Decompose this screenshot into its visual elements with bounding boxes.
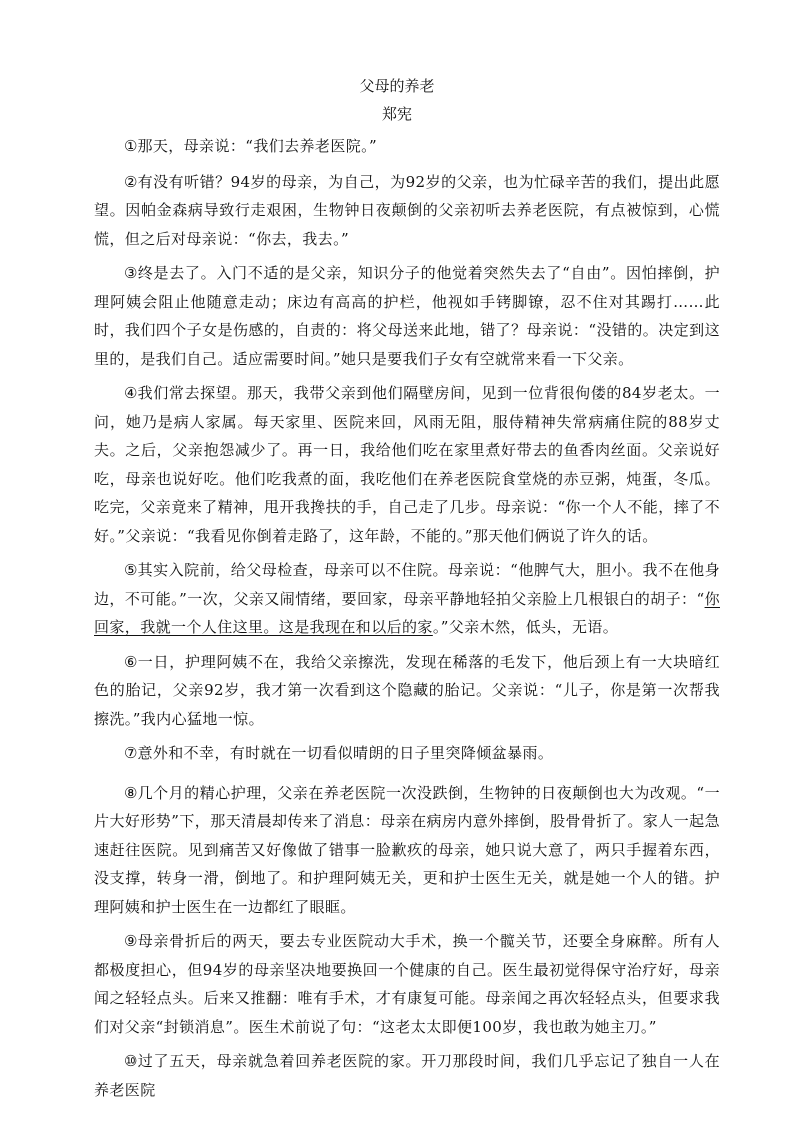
paragraph-text: 母亲骨折后的两天，要去专业医院动大手术，换一个髋关节，还要全身麻醉。所有人都极度担心，但94岁的母亲坚决地要换回一个健康的自己。医生最初觉得保守治疗好，母亲闻之轻轻点头。后来又推翻：唯有手术，才有康复可能。母亲闻之再次轻轻点头，但要求我们对父亲“封锁消息”。医生术前说了句：“这老太太即便100岁，我也敢为她主刀。” xyxy=(94,932,720,1036)
paragraph-number: ⑨ xyxy=(124,932,138,950)
paragraph-number: ③ xyxy=(124,264,138,282)
paragraph-text: 过了五天，母亲就急着回养老医院的家。开刀那段时间，我们几乎忘记了独自一人在养老医院 xyxy=(94,1052,720,1099)
paragraph-number: ① xyxy=(124,137,138,155)
paragraph-text: 那天，母亲说：“我们去养老医院。” xyxy=(137,137,378,155)
paragraph-number: ⑦ xyxy=(124,744,138,762)
paragraph-8 xyxy=(94,779,720,922)
paragraph-text: 几个月的精心护理，父亲在养老医院一次没跌倒，生物钟的日夜颠倒也大为改观。“一片大好形势”下，那天清晨却传来了消息：母亲在病房内意外摔倒，股骨骨折了。家人一起急速赶往医院。见到痛苦又好像做了错事一脸歉疚的母亲，她只说大意了，两只手握着东西，没支撑，转身一滑，倒地了。和护理阿姨无关，更和护士医生无关，就是她一个人的错。护理阿姨和护士医生在一边都红了眼眶。 xyxy=(94,783,720,916)
paragraph-text: 意外和不幸，有时就在一切看似晴朗的日子里突降倾盆暴雨。 xyxy=(137,744,554,762)
paragraph-text-tail: 。”父亲木然，低头，无语。 xyxy=(432,618,619,636)
paragraph-text: 其实入院前，给父母检查，母亲可以不住院。母亲说：“他脾气大，胆小。我不在他身边，不可能。”一次，父亲又闹情绪，要回家，母亲平静地轻拍父亲脸上几根银白的胡子：“ xyxy=(94,561,720,608)
paragraph-number: ⑧ xyxy=(124,783,138,802)
paragraph-6 xyxy=(94,648,720,734)
paragraph-9 xyxy=(94,927,720,1041)
paragraph-number: ⑥ xyxy=(124,652,138,671)
article-body xyxy=(94,132,720,1110)
paragraph-number: ⑤ xyxy=(124,561,138,579)
paragraph-text: 一日，护理阿姨不在，我给父亲擦洗，发现在稀落的毛发下，他后颈上有一大块暗红色的胎记，父亲92岁，我才第一次看到这个隐藏的胎记。父亲说：“儿子，你是第一次帮我擦洗。”我内心猛地一惊。 xyxy=(94,652,720,728)
paragraph-number: ⑩ xyxy=(124,1052,138,1070)
paragraph-7 xyxy=(94,739,720,768)
article-title: 父母的养老 xyxy=(359,77,435,95)
article-author: 郑宪 xyxy=(381,105,412,123)
paragraph-3 xyxy=(94,259,720,373)
paragraph-number: ② xyxy=(124,172,138,191)
paragraph-text: 我们常去探望。那天，我带父亲到他们隔壁房间，见到一位背很佝偻的84岁老太。一问，她乃是病人家属。每天家里、医院来回，风雨无阻，服侍精神失常病痛住院的88岁丈夫。之后，父亲抱怨减少了。再一日，我给他们吃在家里煮好带去的鱼香肉丝面。父亲说好吃，母亲也说好吃。他们吃我煮的面，我吃他们在养老医院食堂烧的赤豆粥，炖蛋，冬瓜。吃完，父亲竟来了精神，甩开我搀扶的手，自己走了几步。母亲说：“你一个人不能，摔了不好。”父亲说：“我看见你倒着走路了，这年龄，不能的。”那天他们俩说了许久的话。 xyxy=(94,384,720,545)
underlined-sentence: 你回家，我就一个人住这里。这是我现在和以后的家 xyxy=(94,589,720,636)
paragraph-10 xyxy=(94,1047,720,1104)
paragraph-5 xyxy=(94,556,720,642)
paragraph-number: ④ xyxy=(124,384,138,402)
paragraph-2 xyxy=(94,168,720,254)
paragraph-1 xyxy=(94,132,720,161)
paragraph-text: 终是去了。入门不适的是父亲，知识分子的他觉着突然失去了“自由”。因怕摔倒，护理阿姨会阻止他随意走动；床边有高高的护栏，他视如手铐脚镣，忍不住对其踢打……此时，我们四个子女是伤感的，自责的：将父母送来此地，错了？母亲说：“没错的。决定到这里的，是我们自己。适应需要时间。”她只是要我们子女有空就常来看一下父亲。 xyxy=(94,264,720,368)
paragraph-text: 有没有听错？94岁的母亲，为自己，为92岁的父亲，也为忙碌辛苦的我们，提出此愿望。因帕金森病导致行走艰困，生物钟日夜颠倒的父亲初听去养老医院，有点被惊到，心慌慌，但之后对母亲说：“你去，我去。” xyxy=(94,172,721,248)
paragraph-4 xyxy=(94,379,720,550)
